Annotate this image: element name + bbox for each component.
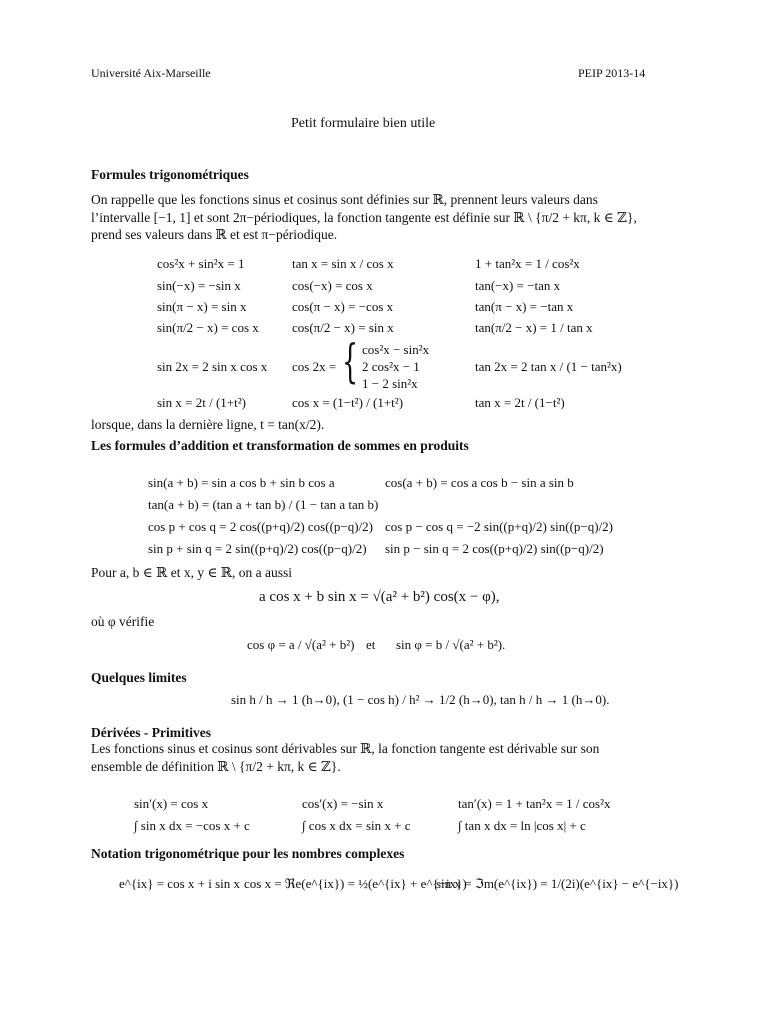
derivatives-intro-line-2: ensemble de définition ℝ \ {π/2 + kπ, k ∈ ℤ}. bbox=[91, 759, 341, 774]
formula: sin p + sin q = 2 sin((p+q)/2) cos((p−q)/2) bbox=[148, 541, 367, 556]
formula: tan x = 2t / (1−t²) bbox=[475, 395, 565, 410]
formula: 2 cos²x − 1 bbox=[362, 359, 420, 374]
formula-cos-complex: cos x = ℜe(e^{ix}) = ½(e^{ix} + e^{−ix}) bbox=[244, 876, 467, 891]
section-heading-trig: Formules trigonométriques bbox=[91, 167, 249, 182]
formula: ∫ tan x dx = ln |cos x| + c bbox=[458, 818, 586, 833]
formula: sin 2x = 2 sin x cos x bbox=[157, 359, 268, 374]
page-title: Petit formulaire bien utile bbox=[291, 116, 436, 131]
formula: 1 + tan²x = 1 / cos²x bbox=[475, 256, 580, 271]
formula: sin x = 2t / (1+t²) bbox=[157, 395, 246, 410]
formula: tan 2x = 2 tan x / (1 − tan²x) bbox=[475, 359, 622, 374]
formula-euler: e^{ix} = cos x + i sin x bbox=[119, 876, 240, 891]
section-heading-complex: Notation trigonométrique pour les nombres complexes bbox=[91, 846, 405, 861]
formula: cos²x − sin²x bbox=[362, 342, 430, 357]
formula: cos 2x = bbox=[292, 359, 337, 374]
formula: 1 − 2 sin²x bbox=[362, 376, 418, 391]
left-brace: { bbox=[342, 334, 359, 388]
formula: cos′(x) = −sin x bbox=[302, 796, 384, 811]
trig-intro-line-2: l’intervalle [−1, 1] et sont 2π−périodiques, la fonction tangente est définie sur ℝ \ {π/2 + kπ, k ∈ ℤ}, bbox=[91, 210, 637, 225]
header-left: Université Aix-Marseille bbox=[91, 66, 211, 80]
trig-intro-line-3: prend ses valeurs dans ℝ et est π−périodique. bbox=[91, 227, 338, 242]
formula-sin-phi: sin φ = b / √(a² + b²). bbox=[396, 637, 506, 652]
formula: tan x = sin x / cos x bbox=[292, 256, 394, 271]
formula: sin p − sin q = 2 cos((p+q)/2) sin((p−q)/2) bbox=[385, 541, 604, 556]
section-heading-limits: Quelques limites bbox=[91, 670, 187, 685]
formula-acos-bsin: a cos x + b sin x = √(a² + b²) cos(x − φ), bbox=[259, 589, 500, 605]
formula: sin(π − x) = sin x bbox=[157, 299, 247, 314]
formula: cos²x + sin²x = 1 bbox=[157, 256, 245, 271]
formula-limits: sin h / h → 1 (h→0), (1 − cos h) / h² → 1/2 (h→0), tan h / h → 1 (h→0). bbox=[231, 692, 610, 707]
formula-sin-complex: sin x = ℑm(e^{ix}) = 1/(2i)(e^{ix} − e^{−ix}) bbox=[436, 876, 679, 891]
formula: cos p + cos q = 2 cos((p+q)/2) cos((p−q)/2) bbox=[148, 519, 373, 534]
derivatives-intro-line-1: Les fonctions sinus et cosinus sont dérivables sur ℝ, la fonction tangente est dérivable sur son bbox=[91, 741, 600, 756]
formula: cos(π/2 − x) = sin x bbox=[292, 320, 394, 335]
formula: ∫ cos x dx = sin x + c bbox=[302, 818, 411, 833]
formula: tan(a + b) = (tan a + tan b) / (1 − tan a tan b) bbox=[148, 497, 379, 512]
formula: sin(−x) = −sin x bbox=[157, 278, 241, 293]
formula: tan(π − x) = −tan x bbox=[475, 299, 574, 314]
formula: sin(a + b) = sin a cos b + sin b cos a bbox=[148, 475, 335, 490]
et-word: et bbox=[366, 637, 376, 652]
formula: cos x = (1−t²) / (1+t²) bbox=[292, 395, 404, 410]
trig-note: lorsque, dans la dernière ligne, t = tan(x/2). bbox=[91, 417, 325, 432]
formula-cos-phi: cos φ = a / √(a² + b²) bbox=[247, 637, 355, 652]
section-heading-addition: Les formules d’addition et transformation de sommes en produits bbox=[91, 438, 469, 453]
addition-pour-line: Pour a, b ∈ ℝ et x, y ∈ ℝ, on a aussi bbox=[91, 565, 293, 580]
formula: sin′(x) = cos x bbox=[134, 796, 209, 811]
formula: tan(π/2 − x) = 1 / tan x bbox=[475, 320, 593, 335]
formula: tan(−x) = −tan x bbox=[475, 278, 561, 293]
formula: sin(π/2 − x) = cos x bbox=[157, 320, 259, 335]
addition-ou-line: où φ vérifie bbox=[91, 614, 155, 629]
trig-intro-line-1: On rappelle que les fonctions sinus et cosinus sont définies sur ℝ, prennent leurs valeurs dans bbox=[91, 192, 598, 207]
formula: ∫ sin x dx = −cos x + c bbox=[134, 818, 250, 833]
formula: tan′(x) = 1 + tan²x = 1 / cos²x bbox=[458, 796, 611, 811]
formula: cos(a + b) = cos a cos b − sin a sin b bbox=[385, 475, 574, 490]
header-right: PEIP 2013-14 bbox=[578, 66, 646, 80]
section-heading-derivatives: Dérivées - Primitives bbox=[91, 725, 211, 740]
formula: cos p − cos q = −2 sin((p+q)/2) sin((p−q)/2) bbox=[385, 519, 614, 534]
formula: cos(π − x) = −cos x bbox=[292, 299, 394, 314]
formula: cos(−x) = cos x bbox=[292, 278, 373, 293]
